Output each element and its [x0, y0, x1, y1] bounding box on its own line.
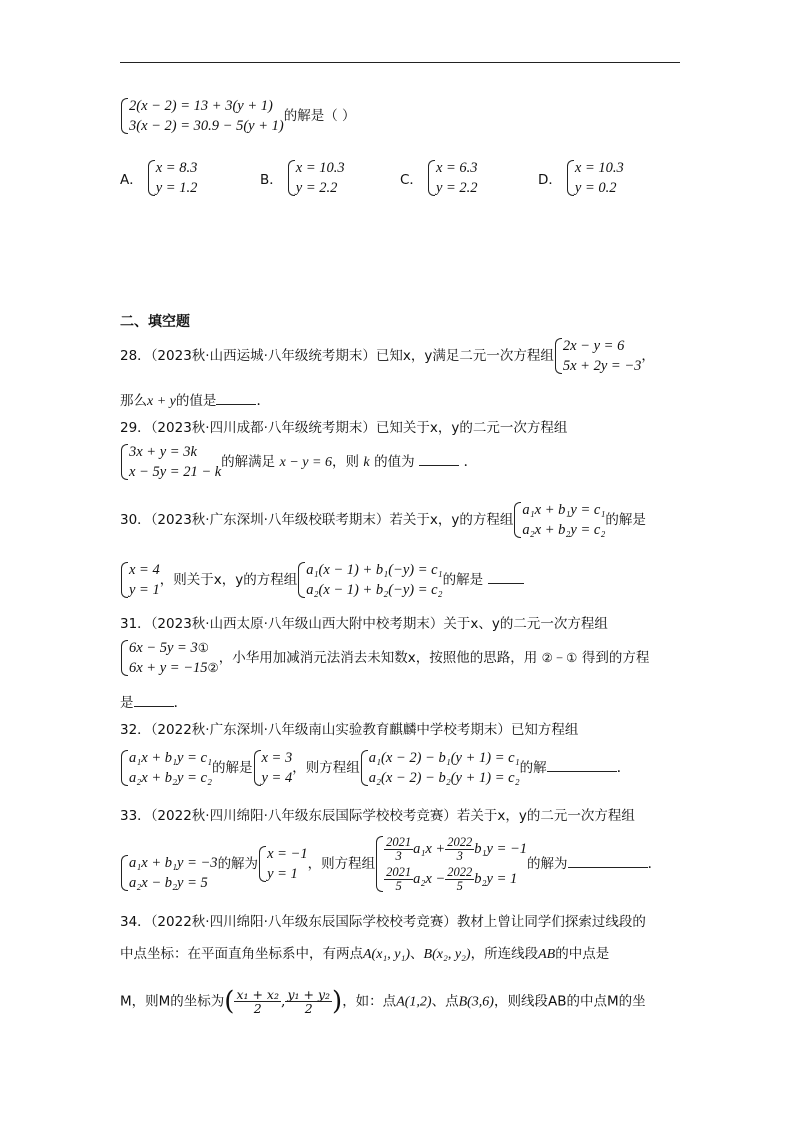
q30-sol1: x = 4 [129, 562, 160, 578]
q30-number: 30． [120, 512, 151, 528]
q28-eq1: 2x − y = 6 [562, 338, 625, 354]
q28-line1 [120, 336, 655, 376]
q28-line2 [120, 390, 261, 412]
q33-number: 33． [120, 808, 151, 824]
q33-solution [258, 844, 308, 884]
q32-tail: 的解 [519, 760, 547, 776]
q33-source: （2022秋·四川绵阳·八年级东辰国际学校校考竞赛） [150, 808, 457, 824]
q27-option-c[interactable] [400, 158, 478, 198]
q30-eq1: a₁x + b₁y = c₁ [522, 502, 606, 518]
option-x: x = 10.3 [295, 160, 345, 176]
q27-tail: 的解是（ ） [283, 108, 356, 124]
q33-frac4-num: 2022 [447, 865, 473, 880]
q32-eq3: a₁(x − 2) − b₁(y + 1) = c₁ [368, 750, 520, 766]
q32-number: 32． [120, 722, 151, 738]
q31-line3 [120, 692, 178, 713]
q32-eq4: a₂(x − 2) − b₂(y + 1) = c₂ [368, 770, 520, 786]
q32-system [120, 748, 212, 788]
q34-frac-x-num: x₁ + x₂ [236, 987, 279, 1002]
q30-sol2: y = 1 [129, 582, 160, 598]
q30-mid: ，则关于x，y的方程组 [159, 572, 298, 588]
q34-line3: M，则M的坐标为( $\frac{\text{x₁ + x₂}}{2}$ , $\frac{\text{y₁ + y₂}}{2}$ )，如：点A(1,2)、点B(3,6)，则线段AB的中点M的坐 [120, 986, 646, 1017]
q32-source: （2022秋·广东深圳·八年级南山实验教育麒麟中学校考期末） [150, 722, 511, 738]
q34-point-b: B(x₂, y₂) [423, 947, 471, 962]
q27-eq2: 3(x − 2) = 30.9 − 5(y + 1) [129, 118, 284, 134]
q33-frac2-den: 3 [456, 849, 463, 864]
q34-point-a: A(x₁, y₁) [363, 947, 411, 962]
q33-eq1: a₁x + b₁y = −3 [129, 855, 218, 871]
q32-line1 [120, 720, 578, 740]
option-y: y = 0.2 [574, 180, 617, 196]
q28-comma: ， [641, 348, 655, 364]
q28-number: 28． [120, 348, 151, 364]
q28-text: 已知x，y满足二元一次方程组 [375, 348, 554, 364]
option-x: x = 8.3 [155, 160, 198, 176]
q34-line2c: 的中点是 [555, 946, 610, 962]
q33-frac3-num: 2021 [386, 865, 412, 880]
q32-sol1: x = 3 [261, 750, 293, 766]
q29-answer-blank[interactable] [419, 451, 459, 466]
q29-eq2: x − 5y = 21 − k [129, 464, 222, 480]
q33-frac4-var: b₂y = 1 [474, 871, 518, 887]
q33-text: 若关于x，y的二元一次方程组 [456, 808, 635, 824]
q33-frac1-num: 2021 [386, 835, 412, 850]
q32-mid2: ，则方程组 [292, 760, 360, 776]
q30-eq3: a₁(x − 1) + b₁(−y) = c₁ [306, 562, 443, 578]
q32-eq2: a₂x + b₂y = c₂ [129, 770, 212, 786]
q34-frac-x-den: 2 [253, 1001, 262, 1016]
q28-line2-post: 的值是 [175, 393, 217, 409]
q30-eq4: a₂(x − 1) + b₂(−y) = c₂ [306, 582, 443, 598]
q34-line2 [120, 944, 609, 965]
q33-frac3-den: 5 [395, 879, 402, 894]
q28-source: （2023秋·山西运城·八年级统考期末） [150, 348, 376, 364]
q34-segment: AB [538, 947, 556, 962]
q32-answer-blank[interactable] [547, 757, 617, 772]
q33-frac2-var: b₁y = −1 [474, 841, 528, 857]
option-x: x = 6.3 [435, 160, 478, 176]
q30-line1 [120, 500, 646, 540]
q29-var: k [363, 455, 370, 470]
q34-number: 34． [120, 914, 151, 930]
q31-post: 得到的方程 [581, 650, 650, 666]
q32-eq1: a₁x + b₁y = c₁ [129, 750, 212, 766]
q28-answer-blank[interactable] [216, 390, 256, 405]
q28-end: . [256, 393, 261, 409]
q32-mid: 的解是 [212, 760, 253, 776]
q34-frac-y-num: y₁ + y₂ [287, 987, 331, 1002]
q31-end: . [173, 695, 178, 711]
q33-line2 [120, 834, 652, 894]
q31-eq1: 6x − 5y = 3 [129, 640, 198, 656]
q33-frac4-den: 5 [456, 879, 463, 894]
option-label: D． [538, 172, 562, 188]
q27-option-b[interactable] [260, 158, 345, 198]
header-rule [120, 62, 680, 63]
q29-line2 [120, 442, 468, 482]
q28-system [554, 336, 641, 376]
q31-number: 31． [120, 616, 151, 632]
q30-tail2: 的解是 [442, 572, 484, 588]
option-y: y = 1.2 [155, 180, 198, 196]
q27-option-d[interactable] [538, 158, 624, 198]
option-x: x = 10.3 [574, 160, 624, 176]
q33-eq2: a₂x − b₂y = 5 [129, 875, 208, 891]
option-y: y = 2.2 [435, 180, 478, 196]
q32-sol2: y = 4 [261, 770, 293, 786]
q34-line2a: 中点坐标：在平面直角坐标系中，有两点 [120, 946, 363, 962]
q34-line2b: ，所连线段 [470, 946, 539, 962]
q30-tail: 的解是 [605, 512, 646, 528]
q27-eq1: 2(x − 2) = 13 + 3(y + 1) [129, 98, 273, 114]
q33-end: . [647, 856, 652, 872]
q29-text: 已知关于x，y的二元一次方程组 [375, 420, 568, 436]
q34-example-b: B(3,6) [458, 994, 494, 1010]
q33-system2 [375, 834, 527, 894]
q28-expr: x + y [147, 394, 176, 409]
q34-line3b: ，如：点 [342, 993, 397, 1010]
q29-source: （2023秋·四川成都·八年级统考期末） [150, 420, 376, 436]
q33-frac2-num: 2022 [447, 835, 473, 850]
q34-source: （2022秋·四川绵阳·八年级东辰国际学校校考竞赛） [150, 914, 457, 930]
option-label: C． [400, 172, 423, 188]
q32-end: . [616, 760, 622, 776]
q29-end: . [463, 454, 468, 470]
q31-line3-text: 是 [120, 695, 134, 711]
q28-line2-pre: 那么 [120, 393, 147, 409]
q29-cond: x − y = 6 [279, 455, 332, 470]
q31-mid: ，小华用加减消元法消去未知数x，按照他的思路，用 [218, 650, 538, 666]
q34-text: 教材上曾让同学们探索过线段的 [456, 914, 646, 930]
q33-frac3-var: a₂x − [413, 871, 446, 887]
q30-system [513, 500, 605, 540]
q33-mid2: ，则方程组 [307, 856, 376, 872]
q34-line3c: ，则线段AB的中点M的坐 [493, 993, 646, 1010]
q33-answer-blank[interactable] [568, 853, 648, 868]
q29-number: 29． [120, 420, 151, 436]
q34-example-sep: 、点 [431, 993, 459, 1010]
q29-mid: 的解满足 [221, 454, 276, 470]
q30-solution [120, 560, 160, 600]
q30-line2 [120, 560, 524, 600]
section-title: 二、填空题 [120, 314, 190, 330]
option-label: A． [120, 172, 143, 188]
q30-eq2: a₂x + b₂y = c₂ [522, 522, 606, 538]
q34-example-a: A(1,2) [396, 994, 432, 1010]
q30-system2 [297, 560, 442, 600]
q27-system [120, 96, 284, 136]
q29-eq1: 3x + y = 3k [129, 444, 197, 460]
option-label: B． [260, 172, 283, 188]
q27-option-a[interactable] [120, 158, 197, 198]
q27-stem [120, 96, 356, 136]
q28-eq2: 5x + 2y = −3 [562, 358, 642, 374]
q31-op: ② − ① [541, 651, 578, 665]
q29-system [120, 442, 221, 482]
q33-sol1: x = −1 [267, 846, 308, 862]
q32-system2 [360, 748, 520, 788]
q33-sol2: y = 1 [267, 866, 298, 882]
q31-tag1: ① [197, 641, 209, 655]
q33-frac1-var: a₁x + [413, 841, 446, 857]
q34-line3a: M，则M的坐标为 [120, 993, 225, 1010]
q31-line1 [120, 614, 608, 634]
q29-line1 [120, 418, 567, 438]
q31-tag2: ② [207, 661, 219, 675]
q31-eq2: 6x + y = −15 [129, 660, 208, 676]
q31-answer-blank[interactable] [134, 692, 174, 707]
q30-source: （2023秋·广东深圳·八年级校联考期末） [150, 512, 390, 528]
q31-line2 [120, 638, 649, 678]
q33-tail: 的解为 [527, 856, 568, 872]
q34-frac-y-den: 2 [304, 1001, 313, 1016]
option-y: y = 2.2 [295, 180, 338, 196]
q31-system [120, 638, 219, 678]
q30-text: 若关于x，y的方程组 [389, 512, 514, 528]
q31-text: 关于x、y的二元一次方程组 [443, 616, 608, 632]
q31-source: （2023秋·山西太原·八年级山西大附中校考期末） [150, 616, 444, 632]
q29-post2: 的值为 [374, 454, 415, 470]
q34-line1 [120, 912, 646, 932]
q32-line2 [120, 748, 621, 788]
q33-line1 [120, 806, 635, 826]
q32-text: 已知方程组 [510, 722, 579, 738]
q33-mid: 的解为 [217, 856, 259, 872]
q30-answer-blank[interactable] [488, 569, 524, 584]
q34-sep: 、 [410, 946, 424, 962]
q29-post: ，则 [331, 454, 359, 470]
q32-solution [253, 748, 293, 788]
q33-system [120, 853, 218, 893]
q33-frac1-den: 3 [395, 849, 402, 864]
